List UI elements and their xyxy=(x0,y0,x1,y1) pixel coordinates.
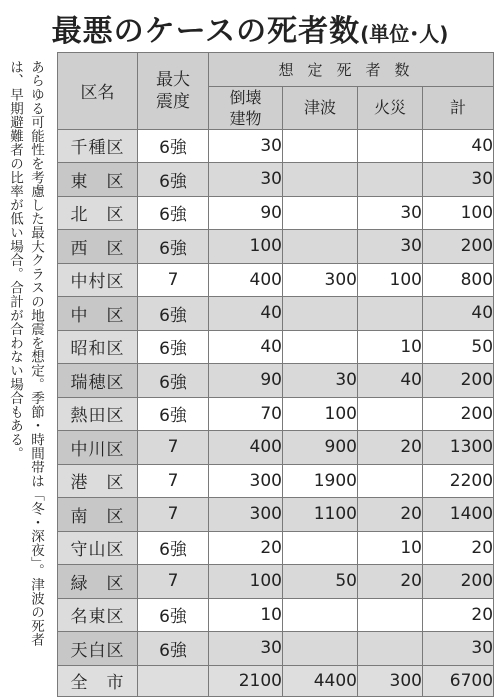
deaths-total: 800 xyxy=(423,263,494,297)
deaths-collapse: 30 xyxy=(209,632,283,666)
header-intensity xyxy=(138,53,209,130)
unit-label: (単位･人) xyxy=(360,22,449,46)
deaths-collapse: 100 xyxy=(209,565,283,599)
max-intensity: 7 xyxy=(138,263,209,297)
deaths-fire xyxy=(358,129,423,163)
death-toll-table xyxy=(57,52,494,697)
max-intensity: 6強 xyxy=(138,364,209,398)
header-total: 計 xyxy=(423,86,494,129)
deaths-total: 50 xyxy=(423,330,494,364)
ward-name: 中 区 xyxy=(58,297,138,331)
deaths-fire xyxy=(358,163,423,197)
deaths-collapse: 300 xyxy=(209,498,283,532)
deaths-tsunami: 100 xyxy=(283,397,358,431)
deaths-fire: 30 xyxy=(358,230,423,264)
deaths-fire xyxy=(358,464,423,498)
table-row xyxy=(58,230,494,264)
deaths-fire: 20 xyxy=(358,431,423,465)
ward-name: 瑞穂区 xyxy=(58,364,138,398)
ward-name: 東 区 xyxy=(58,163,138,197)
ward-name: 緑 区 xyxy=(58,565,138,599)
deaths-total: 20 xyxy=(423,531,494,565)
total-total: 6700 xyxy=(423,665,494,696)
deaths-tsunami xyxy=(283,129,358,163)
deaths-collapse: 30 xyxy=(209,163,283,197)
ward-name: 中村区 xyxy=(58,263,138,297)
max-intensity: 7 xyxy=(138,498,209,532)
deaths-collapse: 30 xyxy=(209,129,283,163)
deaths-fire xyxy=(358,598,423,632)
deaths-collapse: 40 xyxy=(209,297,283,331)
deaths-fire: 10 xyxy=(358,531,423,565)
deaths-collapse: 90 xyxy=(209,196,283,230)
ward-name: 北 区 xyxy=(58,196,138,230)
header-intensity-label: 最大 震度 xyxy=(156,69,190,112)
total-collapse: 2100 xyxy=(209,665,283,696)
max-intensity: 6強 xyxy=(138,163,209,197)
ward-name: 中川区 xyxy=(58,431,138,465)
deaths-collapse: 10 xyxy=(209,598,283,632)
deaths-tsunami xyxy=(283,531,358,565)
header-collapse xyxy=(209,86,283,129)
ward-name: 名東区 xyxy=(58,598,138,632)
ward-name: 港 区 xyxy=(58,464,138,498)
table-row xyxy=(58,330,494,364)
deaths-tsunami xyxy=(283,230,358,264)
deaths-fire: 30 xyxy=(358,196,423,230)
deaths-fire: 20 xyxy=(358,565,423,599)
deaths-total: 200 xyxy=(423,397,494,431)
deaths-tsunami xyxy=(283,632,358,666)
side-note: あらゆる可能性を考慮した最大クラスの地震を想定。季節・時間帯は「冬・深夜」。津波の死者は、早期避難者の比率が低い場合。合計が合わない場合もある。 xyxy=(7,60,44,647)
max-intensity: 7 xyxy=(138,565,209,599)
max-intensity: 7 xyxy=(138,464,209,498)
table-row xyxy=(58,632,494,666)
deaths-collapse: 400 xyxy=(209,263,283,297)
header-estimated-deaths: 想定死者数 xyxy=(209,53,494,87)
header-tsunami: 津波 xyxy=(283,86,358,129)
table-row xyxy=(58,196,494,230)
deaths-fire xyxy=(358,397,423,431)
deaths-tsunami: 1100 xyxy=(283,498,358,532)
ward-name: 昭和区 xyxy=(58,330,138,364)
header-collapse-label: 倒壊 建物 xyxy=(229,87,262,128)
table-row xyxy=(58,397,494,431)
max-intensity: 6強 xyxy=(138,397,209,431)
max-intensity: 6強 xyxy=(138,330,209,364)
max-intensity: 6強 xyxy=(138,297,209,331)
deaths-total: 40 xyxy=(423,129,494,163)
title-text: 最悪のケースの死者数 xyxy=(51,14,361,49)
deaths-tsunami: 50 xyxy=(283,565,358,599)
deaths-total: 200 xyxy=(423,230,494,264)
ward-name: 西 区 xyxy=(58,230,138,264)
deaths-total: 200 xyxy=(423,364,494,398)
deaths-tsunami xyxy=(283,196,358,230)
table-row xyxy=(58,163,494,197)
deaths-total: 20 xyxy=(423,598,494,632)
total-row xyxy=(58,665,494,696)
deaths-total: 100 xyxy=(423,196,494,230)
deaths-fire: 40 xyxy=(358,364,423,398)
deaths-total: 40 xyxy=(423,297,494,331)
deaths-tsunami: 1900 xyxy=(283,464,358,498)
deaths-total: 30 xyxy=(423,632,494,666)
deaths-collapse: 40 xyxy=(209,330,283,364)
deaths-fire: 20 xyxy=(358,498,423,532)
total-fire: 300 xyxy=(358,665,423,696)
ward-name: 南 区 xyxy=(58,498,138,532)
table-row xyxy=(58,364,494,398)
max-intensity: 6強 xyxy=(138,632,209,666)
header-fire: 火災 xyxy=(358,86,423,129)
deaths-fire: 100 xyxy=(358,263,423,297)
deaths-total: 1300 xyxy=(423,431,494,465)
ward-name: 天白区 xyxy=(58,632,138,666)
table-row xyxy=(58,263,494,297)
ward-name: 熱田区 xyxy=(58,397,138,431)
ward-name: 守山区 xyxy=(58,531,138,565)
total-tsunami: 4400 xyxy=(283,665,358,696)
deaths-tsunami xyxy=(283,297,358,331)
deaths-collapse: 100 xyxy=(209,230,283,264)
deaths-collapse: 300 xyxy=(209,464,283,498)
header-ward: 区名 xyxy=(58,53,138,130)
total-intensity-empty xyxy=(138,665,209,696)
table-row xyxy=(58,431,494,465)
ward-name: 千種区 xyxy=(58,129,138,163)
deaths-collapse: 70 xyxy=(209,397,283,431)
table-row xyxy=(58,129,494,163)
deaths-fire xyxy=(358,632,423,666)
deaths-tsunami xyxy=(283,163,358,197)
table-row xyxy=(58,297,494,331)
table-row xyxy=(58,598,494,632)
total-ward: 全 市 xyxy=(58,665,138,696)
table-row xyxy=(58,464,494,498)
deaths-total: 200 xyxy=(423,565,494,599)
max-intensity: 7 xyxy=(138,431,209,465)
deaths-total: 2200 xyxy=(423,464,494,498)
deaths-tsunami: 900 xyxy=(283,431,358,465)
deaths-fire xyxy=(358,297,423,331)
max-intensity: 6強 xyxy=(138,230,209,264)
deaths-total: 1400 xyxy=(423,498,494,532)
table-row xyxy=(58,531,494,565)
deaths-tsunami xyxy=(283,330,358,364)
deaths-tsunami: 300 xyxy=(283,263,358,297)
deaths-tsunami: 30 xyxy=(283,364,358,398)
table-row xyxy=(58,565,494,599)
page-title xyxy=(0,6,500,50)
max-intensity: 6強 xyxy=(138,598,209,632)
deaths-total: 30 xyxy=(423,163,494,197)
deaths-collapse: 90 xyxy=(209,364,283,398)
deaths-fire: 10 xyxy=(358,330,423,364)
deaths-tsunami xyxy=(283,598,358,632)
max-intensity: 6強 xyxy=(138,129,209,163)
max-intensity: 6強 xyxy=(138,531,209,565)
deaths-collapse: 20 xyxy=(209,531,283,565)
deaths-collapse: 400 xyxy=(209,431,283,465)
max-intensity: 6強 xyxy=(138,196,209,230)
table-row xyxy=(58,498,494,532)
